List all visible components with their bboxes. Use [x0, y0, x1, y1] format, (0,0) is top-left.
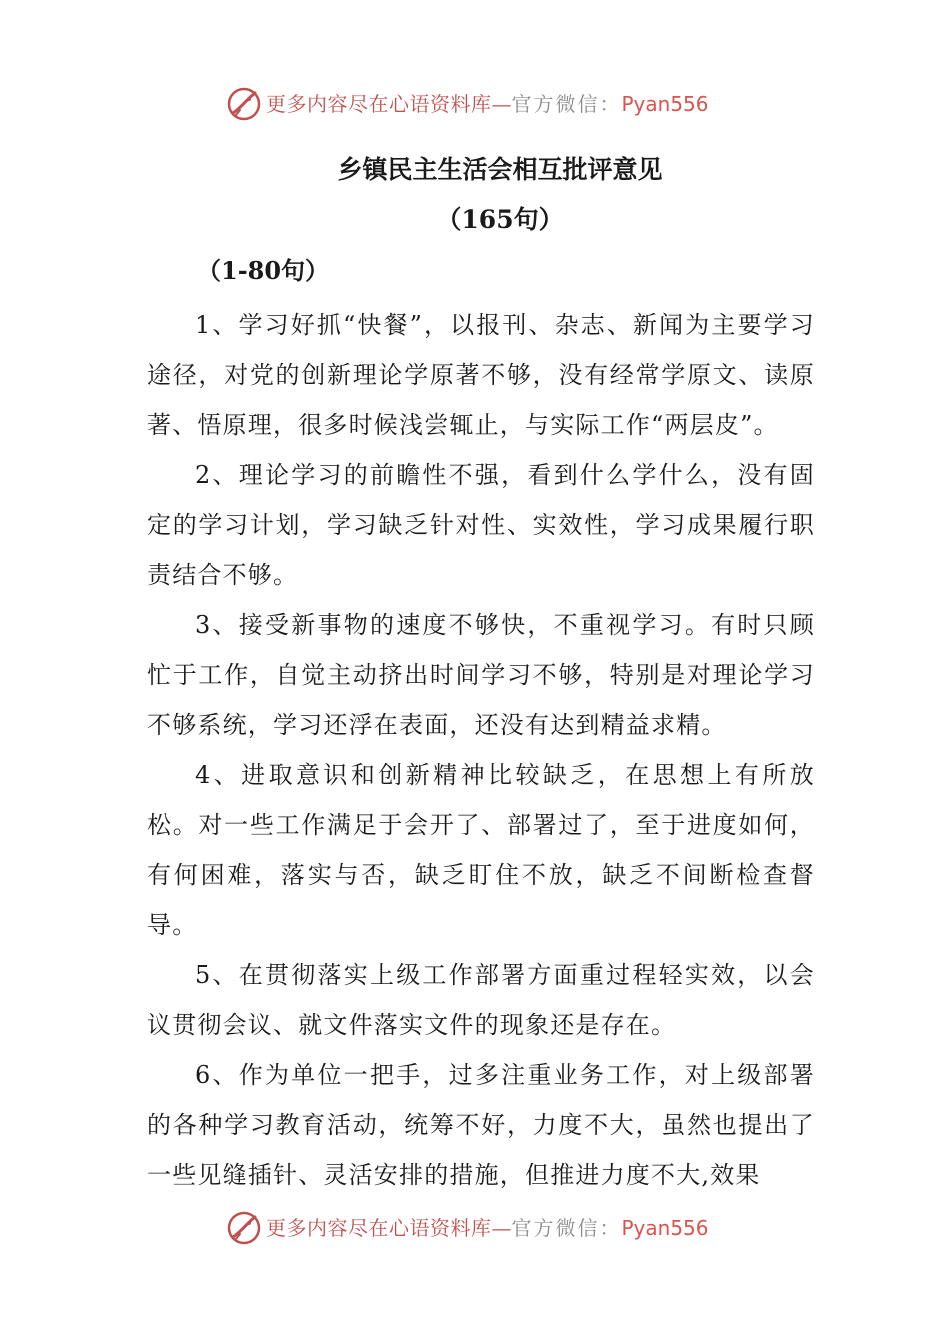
paragraph-4: 4、进取意识和创新精神比较缺乏，在思想上有所放松。对一些工作满足于会开了、部署过了，至于进度如何，有何困难，落实与否，缺乏盯住不放，缺乏不间断检查督导。: [147, 761, 815, 939]
paragraph-6: 6、作为单位一把手，过多注重业务工作，对上级部署的各种学习教育活动，统筹不好，力度不大，虽然也提出了一些见缝插针、灵活安排的措施，但推进力度不大,效果: [147, 1061, 815, 1189]
paragraph-5: 5、在贯彻落实上级工作部署方面重过程轻实效，以会议贯彻会议、就文件落实文件的现象还是存在。: [147, 961, 815, 1039]
document-subtitle: （165句）: [436, 205, 564, 234]
banner-dash: —: [491, 92, 512, 116]
banner-text: [266, 1214, 709, 1242]
section-heading: （1-80句）: [197, 256, 330, 285]
paragraph-3: 3、接受新事物的速度不够快，不重视学习。有时只顾忙于工作，自觉主动挤出时间学习不够，特别是对理论学习不够系统，学习还浮在表面，还没有达到精益求精。: [147, 611, 815, 739]
document-body: [147, 300, 815, 1200]
banner-official-label: 官方微信：: [511, 1216, 622, 1240]
banner-wechat-id: Pyan556: [621, 1216, 709, 1240]
banner-official-label: 官方微信：: [511, 92, 622, 116]
banner-text: [266, 90, 709, 118]
document-title: 乡镇民主生活会相互批评意见: [337, 155, 663, 184]
pen-circle-logo-icon: [226, 1210, 262, 1246]
banner-prefix: 更多内容尽在心语资料库: [266, 1216, 492, 1240]
pen-circle-logo-icon: [226, 86, 262, 122]
banner-dash: —: [491, 1216, 512, 1240]
banner-wechat-id: Pyan556: [621, 92, 709, 116]
banner-prefix: 更多内容尽在心语资料库: [266, 92, 492, 116]
footer-banner: [0, 1208, 950, 1248]
paragraph-1: 1、学习好抓“快餐”，以报刊、杂志、新闻为主要学习途径，对党的创新理论学原著不够，没有经常学原文、读原著、悟原理，很多时候浅尝辄止，与实际工作“两层皮”。: [147, 311, 815, 439]
header-banner: [0, 84, 950, 124]
paragraph-2: 2、理论学习的前瞻性不强，看到什么学什么，没有固定的学习计划，学习缺乏针对性、实效性，学习成果履行职责结合不够。: [147, 461, 815, 589]
